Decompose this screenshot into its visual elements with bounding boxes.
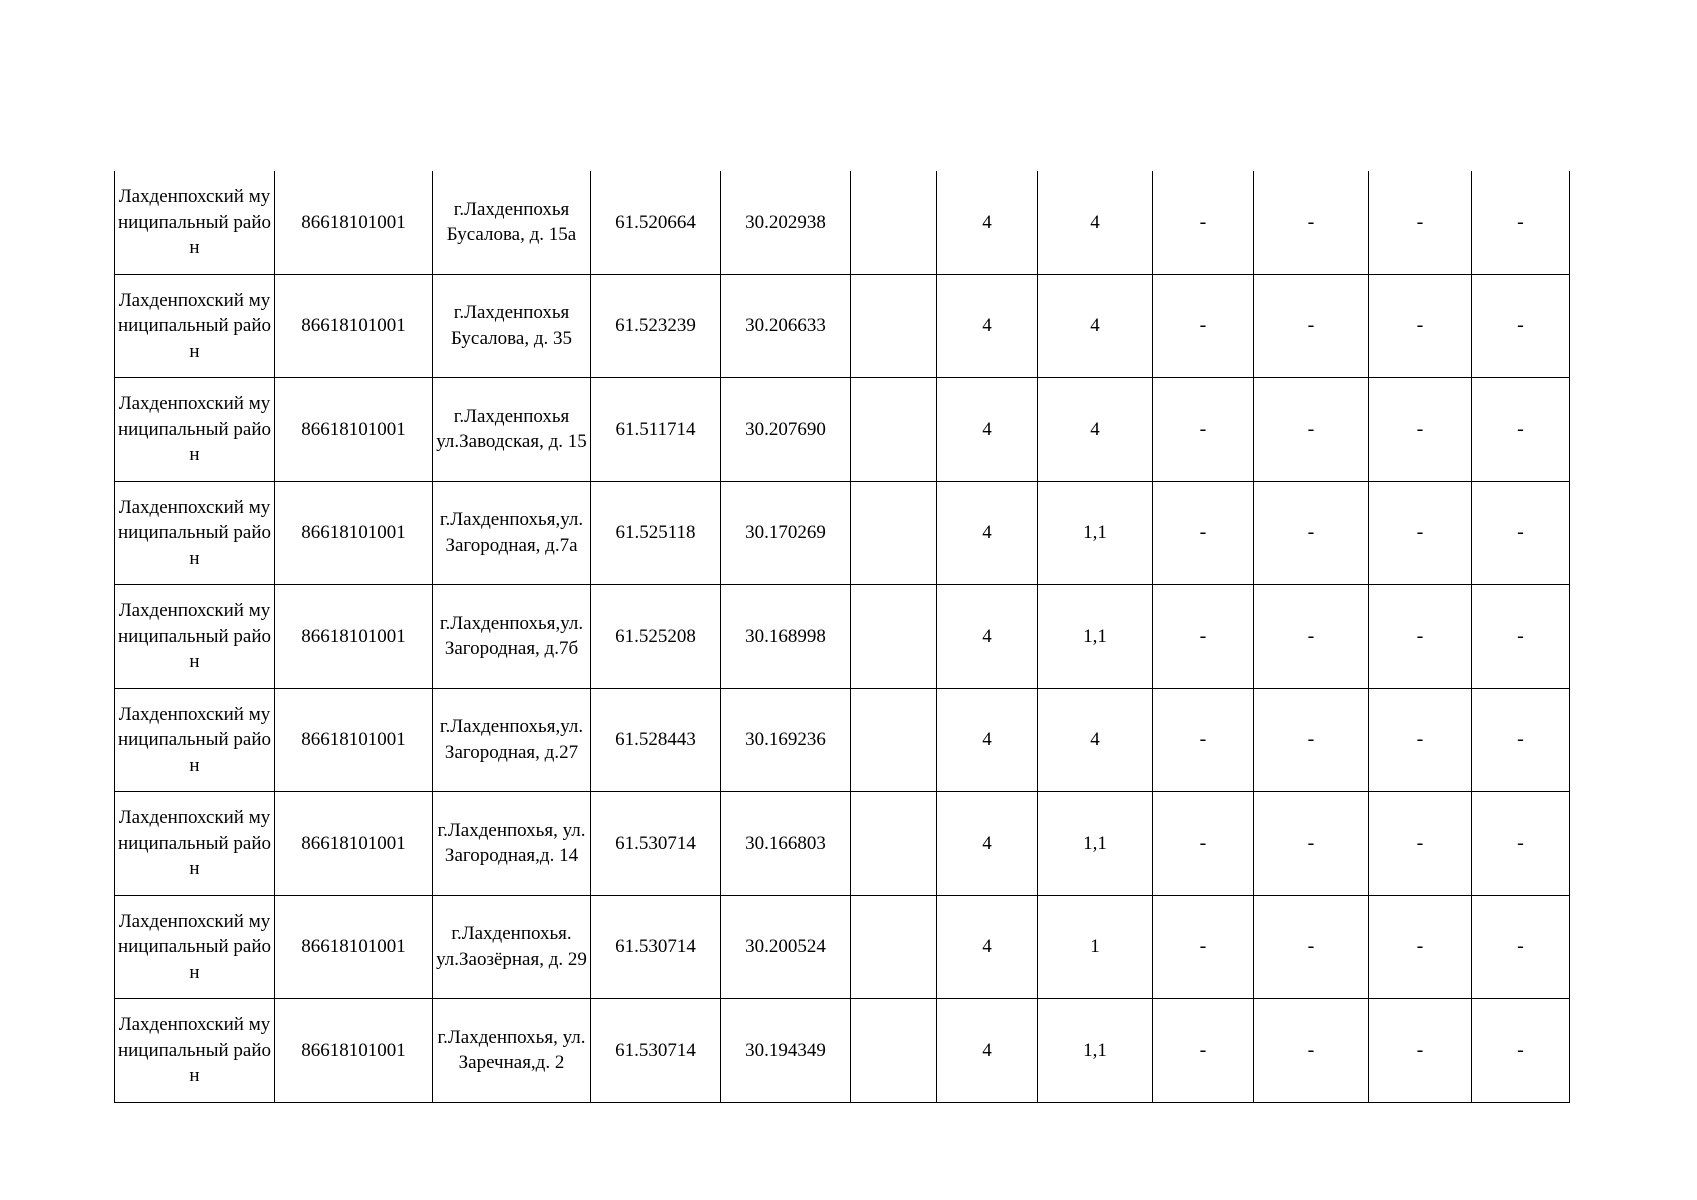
cell-address: г.Лахденпохья,ул. Загородная, д.7б — [433, 585, 591, 689]
cell-col-11: - — [1369, 274, 1472, 378]
cell-oktmo: 86618101001 — [275, 895, 433, 999]
table-body — [115, 171, 1570, 1102]
cell-col-8: 1,1 — [1038, 999, 1153, 1103]
cell-col-8: 1,1 — [1038, 585, 1153, 689]
cell-col-6 — [851, 792, 937, 896]
cell-col-11: - — [1369, 792, 1472, 896]
cell-col-6 — [851, 274, 937, 378]
cell-col-7: 4 — [937, 481, 1038, 585]
cell-district: Лахденпохский муниципальный район — [115, 171, 275, 274]
cell-col-9: - — [1153, 481, 1254, 585]
cell-col-12: - — [1472, 378, 1570, 482]
cell-address: г.Лахденпохья, ул. Заречная,д. 2 — [433, 999, 591, 1103]
table-row — [115, 378, 1570, 482]
cell-col-9: - — [1153, 585, 1254, 689]
cell-col-9: - — [1153, 688, 1254, 792]
cell-col-6 — [851, 999, 937, 1103]
cell-col-7: 4 — [937, 585, 1038, 689]
cell-col-9: - — [1153, 999, 1254, 1103]
cell-district: Лахденпохский муниципальный район — [115, 999, 275, 1103]
cell-col-10: - — [1254, 999, 1369, 1103]
cell-oktmo: 86618101001 — [275, 171, 433, 274]
cell-longitude: 30.170269 — [721, 481, 851, 585]
cell-col-9: - — [1153, 792, 1254, 896]
cell-col-12: - — [1472, 792, 1570, 896]
cell-col-12: - — [1472, 688, 1570, 792]
cell-col-7: 4 — [937, 274, 1038, 378]
cell-col-8: 1 — [1038, 895, 1153, 999]
cell-col-11: - — [1369, 585, 1472, 689]
cell-col-6 — [851, 378, 937, 482]
table-row — [115, 585, 1570, 689]
cell-col-12: - — [1472, 999, 1570, 1103]
cell-oktmo: 86618101001 — [275, 481, 433, 585]
cell-district: Лахденпохский муниципальный район — [115, 274, 275, 378]
table-row — [115, 274, 1570, 378]
cell-address: г.Лахденпохья,ул. Загородная, д.7а — [433, 481, 591, 585]
cell-col-6 — [851, 895, 937, 999]
cell-col-10: - — [1254, 274, 1369, 378]
cell-col-8: 4 — [1038, 171, 1153, 274]
cell-longitude: 30.206633 — [721, 274, 851, 378]
cell-latitude: 61.525118 — [591, 481, 721, 585]
cell-col-10: - — [1254, 585, 1369, 689]
cell-latitude: 61.525208 — [591, 585, 721, 689]
cell-col-11: - — [1369, 481, 1472, 585]
cell-col-12: - — [1472, 274, 1570, 378]
table-row — [115, 688, 1570, 792]
cell-latitude: 61.530714 — [591, 895, 721, 999]
cell-district: Лахденпохский муниципальный район — [115, 895, 275, 999]
cell-col-9: - — [1153, 895, 1254, 999]
cell-col-11: - — [1369, 999, 1472, 1103]
cell-oktmo: 86618101001 — [275, 999, 433, 1103]
cell-col-12: - — [1472, 481, 1570, 585]
cell-district: Лахденпохский муниципальный район — [115, 792, 275, 896]
cell-col-8: 4 — [1038, 274, 1153, 378]
cell-district: Лахденпохский муниципальный район — [115, 688, 275, 792]
cell-address: г.Лахденпохья. ул.Заозёрная, д. 29 — [433, 895, 591, 999]
cell-col-8: 4 — [1038, 688, 1153, 792]
cell-col-10: - — [1254, 792, 1369, 896]
cell-col-10: - — [1254, 895, 1369, 999]
cell-latitude: 61.520664 — [591, 171, 721, 274]
cell-latitude: 61.523239 — [591, 274, 721, 378]
cell-col-10: - — [1254, 378, 1369, 482]
cell-col-6 — [851, 171, 937, 274]
cell-col-8: 1,1 — [1038, 792, 1153, 896]
cell-latitude: 61.530714 — [591, 792, 721, 896]
cell-col-12: - — [1472, 895, 1570, 999]
cell-col-11: - — [1369, 895, 1472, 999]
cell-col-7: 4 — [937, 688, 1038, 792]
cell-longitude: 30.169236 — [721, 688, 851, 792]
cell-address: г.Лахденпохья Бусалова, д. 15а — [433, 171, 591, 274]
cell-col-12: - — [1472, 171, 1570, 274]
cell-col-9: - — [1153, 171, 1254, 274]
cell-col-8: 4 — [1038, 378, 1153, 482]
cell-col-6 — [851, 688, 937, 792]
cell-col-7: 4 — [937, 171, 1038, 274]
table-row — [115, 895, 1570, 999]
cell-col-7: 4 — [937, 999, 1038, 1103]
cell-col-11: - — [1369, 378, 1472, 482]
cell-col-12: - — [1472, 585, 1570, 689]
cell-latitude: 61.511714 — [591, 378, 721, 482]
cell-col-8: 1,1 — [1038, 481, 1153, 585]
cell-address: г.Лахденпохья, ул. Загородная,д. 14 — [433, 792, 591, 896]
cell-col-11: - — [1369, 688, 1472, 792]
cell-col-7: 4 — [937, 792, 1038, 896]
table-row — [115, 171, 1570, 274]
cell-address: г.Лахденпохья ул.Заводская, д. 15 — [433, 378, 591, 482]
cell-col-10: - — [1254, 171, 1369, 274]
cell-latitude: 61.530714 — [591, 999, 721, 1103]
cell-oktmo: 86618101001 — [275, 378, 433, 482]
cell-col-10: - — [1254, 688, 1369, 792]
cell-longitude: 30.202938 — [721, 171, 851, 274]
cell-latitude: 61.528443 — [591, 688, 721, 792]
cell-col-6 — [851, 585, 937, 689]
cell-col-9: - — [1153, 274, 1254, 378]
cell-col-11: - — [1369, 171, 1472, 274]
cell-district: Лахденпохский муниципальный район — [115, 585, 275, 689]
cell-longitude: 30.207690 — [721, 378, 851, 482]
cell-col-7: 4 — [937, 895, 1038, 999]
cell-longitude: 30.168998 — [721, 585, 851, 689]
cell-longitude: 30.166803 — [721, 792, 851, 896]
cell-col-9: - — [1153, 378, 1254, 482]
cell-oktmo: 86618101001 — [275, 585, 433, 689]
data-table — [114, 171, 1570, 1103]
cell-col-7: 4 — [937, 378, 1038, 482]
table-row — [115, 481, 1570, 585]
table-row — [115, 792, 1570, 896]
cell-address: г.Лахденпохья Бусалова, д. 35 — [433, 274, 591, 378]
cell-col-6 — [851, 481, 937, 585]
cell-district: Лахденпохский муниципальный район — [115, 378, 275, 482]
cell-oktmo: 86618101001 — [275, 792, 433, 896]
cell-address: г.Лахденпохья,ул. Загородная, д.27 — [433, 688, 591, 792]
table-row — [115, 999, 1570, 1103]
cell-oktmo: 86618101001 — [275, 688, 433, 792]
cell-longitude: 30.194349 — [721, 999, 851, 1103]
cell-district: Лахденпохский муниципальный район — [115, 481, 275, 585]
cell-oktmo: 86618101001 — [275, 274, 433, 378]
cell-longitude: 30.200524 — [721, 895, 851, 999]
cell-col-10: - — [1254, 481, 1369, 585]
